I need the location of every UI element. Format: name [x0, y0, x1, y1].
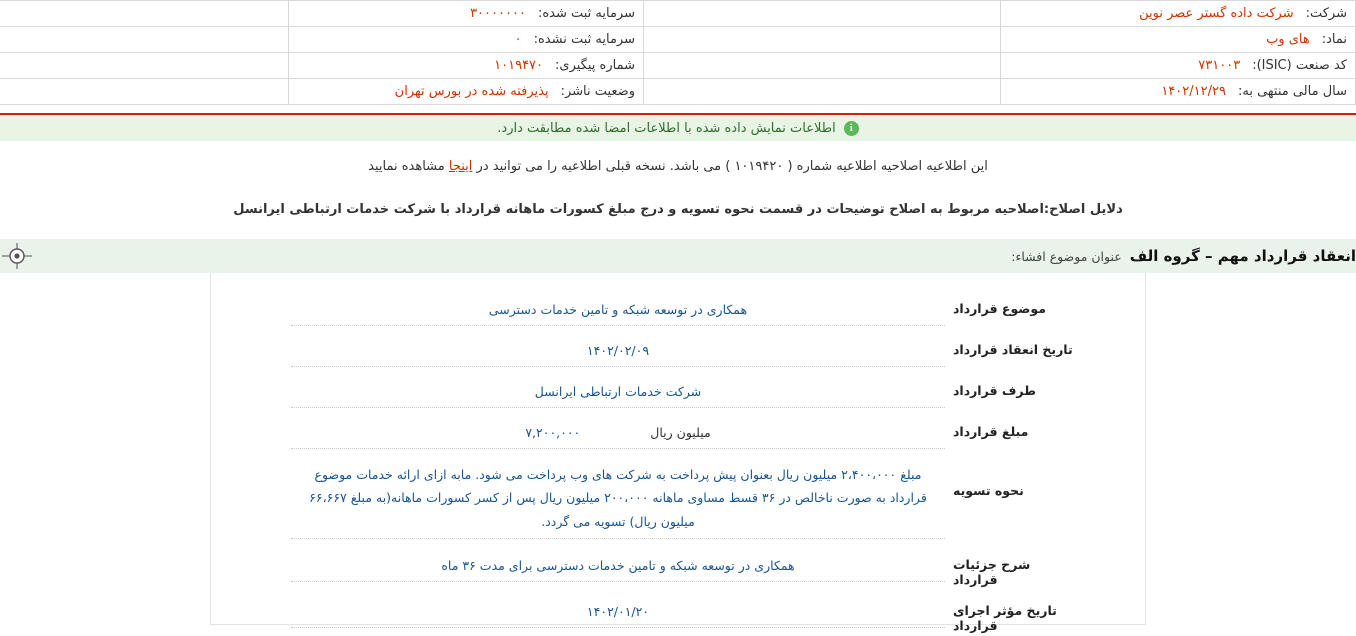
unregistered-capital-value: ۰ [514, 32, 522, 47]
contract-amount-unit: میلیون ریال [650, 424, 711, 440]
cell-empty-8 [0, 79, 289, 105]
cell-empty-7 [644, 79, 1001, 105]
cell-empty-3 [644, 27, 1001, 53]
unregistered-capital-label: سرمایه ثبت نشده: [533, 32, 635, 47]
row-contract-date [283, 340, 1073, 367]
isic-label: کد صنعت (ISIC): [1252, 58, 1347, 73]
table-row [0, 1, 1356, 27]
disclosure-subject-label: عنوان موضوع افشاء: [1011, 248, 1122, 264]
registered-capital-value: ۳۰۰۰۰۰۰۰ [470, 6, 526, 21]
row-effective-date [283, 601, 1073, 633]
divider [291, 447, 945, 449]
cell-empty-2 [0, 1, 289, 27]
cell-fiscal-year [1001, 79, 1356, 105]
previous-version-link[interactable]: اینجا [448, 159, 473, 174]
cell-unregistered-capital [289, 27, 644, 53]
settlement-method-label: نحوه تسویه [953, 482, 1024, 498]
info-icon: i [844, 121, 859, 136]
page-title: انعقاد قرارداد مهم – گروه الف [1129, 247, 1356, 265]
symbol-label: نماد: [1321, 32, 1347, 47]
cell-isic [1001, 53, 1356, 79]
company-label: شرکت: [1305, 6, 1347, 21]
target-icon [2, 241, 32, 271]
divider [291, 626, 945, 628]
contract-details-value: همکاری در توسعه شبکه و تامین خدمات دسترسی برای مدت ۳۶ ماه [441, 557, 795, 573]
effective-date-value: ۱۴۰۲/۰۱/۲۰ [586, 603, 650, 619]
symbol-value: های وب [1266, 32, 1310, 47]
contract-amount-value: ۷,۲۰۰,۰۰۰ [525, 424, 581, 440]
amendment-reason: دلایل اصلاح:اصلاحیه مربوط به اصلاح توضیحات در قسمت نحوه تسویه و درج مبلغ کسورات ماهانه قرارداد با شرکت خدمات ارتباطی ایرانسل [233, 202, 1123, 217]
row-contract-details [283, 555, 1073, 587]
effective-date-label: تاریخ مؤثر اجرای قرارداد [953, 602, 1057, 633]
contract-amount-label: مبلغ قرارداد [953, 423, 1029, 439]
publisher-status-value: پذیرفته شده در بورس تهران [394, 84, 549, 99]
divider [291, 324, 945, 326]
amendment-text-before: این اطلاعیه اصلاحیه اطلاعیه شماره ( ۱۰۱۹۴۲۰ ) می باشد. نسخه قبلی اطلاعیه را می توانید در [476, 159, 988, 174]
fiscal-year-label: سال مالی منتهی به: [1237, 84, 1347, 99]
notice-text: اطلاعات نمایش داده شده با اطلاعات امضا شده مطابقت دارد. [497, 120, 836, 136]
contract-details-label: شرح جزئیات قرارداد [953, 556, 1031, 587]
cell-empty-6 [0, 53, 289, 79]
contract-date-label: تاریخ انعقاد قرارداد [953, 341, 1073, 357]
cell-empty-4 [0, 27, 289, 53]
disclosure-title-bar [0, 239, 1356, 273]
contract-date-value: ۱۴۰۲/۰۲/۰۹ [586, 342, 650, 358]
tracking-label: شماره پیگیری: [555, 58, 635, 73]
row-settlement-method [283, 463, 1073, 539]
cell-company [1001, 1, 1356, 27]
table-row [0, 79, 1356, 105]
signature-match-notice [0, 113, 1356, 141]
company-info-table [0, 0, 1356, 105]
isic-value: ۷۳۱۰۰۳ [1198, 58, 1241, 73]
divider [291, 580, 945, 582]
contract-party-value: شرکت خدمات ارتباطی ایرانسل [534, 383, 702, 399]
divider [291, 365, 945, 367]
company-value: شرکت داده گستر عصر نوین [1139, 6, 1294, 21]
cell-symbol [1001, 27, 1356, 53]
registered-capital-label: سرمایه ثبت شده: [537, 6, 635, 21]
contract-details-panel [210, 273, 1146, 633]
contract-subject-label: موضوع قرارداد [953, 301, 1046, 316]
row-contract-party [283, 381, 1073, 408]
contract-party-label: طرف قرارداد [953, 382, 1036, 398]
row-contract-amount [283, 422, 1073, 449]
settlement-method-value: مبلغ ۲،۴۰۰،۰۰۰ میلیون ریال بعنوان پیش پرداخت به شرکت های وب پرداخت می شود. مابه ازای ارائه خدمات موضوع قرارداد به صورت ناخالص در ۳۶ قسط مساوی ماهانه ۲۰۰،۰۰۰ میلیون ریال پس از کسر کسورات ماهانه(به مبلغ ۶۶،۶۶۷ میلیون ریال) تسویه می گردد. [309, 466, 927, 529]
tracking-value: ۱۰۱۹۴۷۰ [494, 58, 544, 73]
cell-empty-1 [644, 1, 1001, 27]
row-contract-subject [283, 299, 1073, 326]
cell-publisher-status [289, 79, 644, 105]
divider [291, 537, 945, 539]
divider [291, 406, 945, 408]
table-row [0, 53, 1356, 79]
amendment-text-after: مشاهده نمایید [368, 159, 445, 174]
publisher-status-label: وضعیت ناشر: [560, 84, 635, 99]
cell-registered-capital [289, 1, 644, 27]
cell-tracking [289, 53, 644, 79]
amendment-note [0, 159, 1356, 174]
fiscal-year-value: ۱۴۰۲/۱۲/۲۹ [1161, 84, 1226, 99]
table-row [0, 27, 1356, 53]
contract-subject-value: همکاری در توسعه شبکه و تامین خدمات دسترسی [488, 302, 748, 317]
cell-empty-5 [644, 53, 1001, 79]
